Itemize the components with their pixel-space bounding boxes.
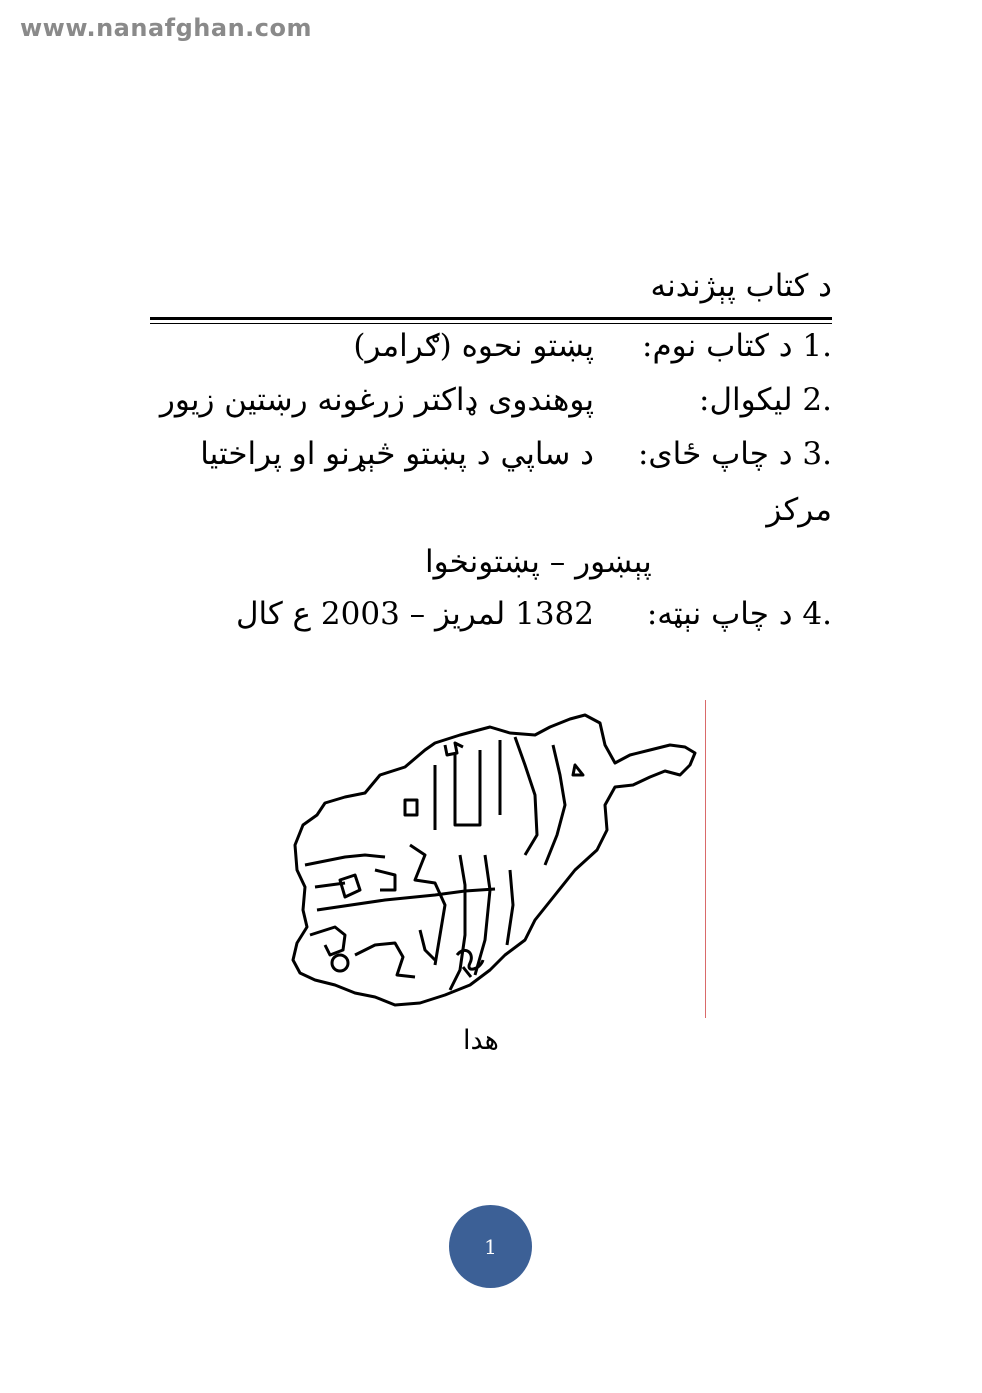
entry-number: 4. [802,596,832,632]
site-watermark: www.nanafghan.com [20,14,312,42]
entry-label-text: ليکوال: [699,382,793,418]
heading-rule-thick [150,317,832,320]
entry-continuation: مرکز [766,492,832,528]
entry-label [642,328,832,364]
entry-book-name [150,328,832,376]
entry-number: 1. [802,328,832,364]
entry-label [647,596,832,632]
entry-label-text: د چاپ ځای: [637,436,793,472]
entry-label [699,382,832,418]
entry-number: 2. [802,382,832,418]
entry-value: 1382 لمريز – 2003 ع کال [235,596,594,632]
margin-rule [705,700,706,1018]
entry-label [638,436,832,472]
entry-number: 3. [802,436,832,472]
entry-author [150,382,832,430]
entry-label-text: د چاپ نېټه: [646,596,793,632]
heading-rule-thin [150,323,832,324]
entry-value: د ساپي د پښتو څېړنو او پراختيا [200,436,594,472]
entry-publisher-location: پېښور – پښتونخوا [425,544,652,580]
entry-value: پوهندوی ډاکتر زرغونه رښتين زيور [159,382,594,418]
page-number-badge [449,1205,532,1288]
entry-value: پښتو نحوه (ګرامر) [353,328,594,364]
entry-publish-date [150,596,832,644]
section-heading: د کتاب پېژندنه [650,268,832,304]
entry-publisher-continuation [150,492,832,540]
page-number: 1 [484,1234,497,1259]
afghanistan-calligraphy-map-icon [285,705,705,1025]
map-caption: هدا [463,1025,499,1056]
entry-label-text: د کتاب نوم: [642,328,793,364]
entry-publisher [150,436,832,484]
